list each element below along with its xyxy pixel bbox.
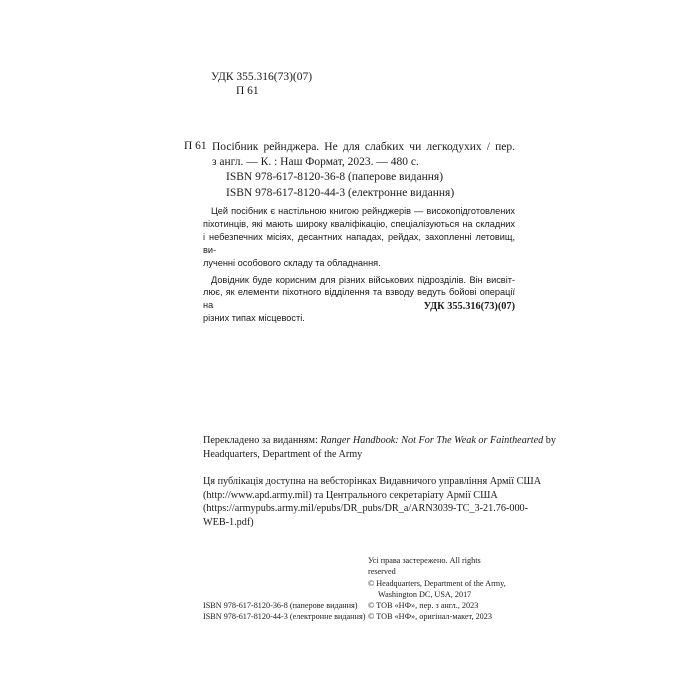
copyright-nf [368, 600, 492, 623]
bib-imprint-line: з англ. — К. : Наш Формат, 2023. — 480 с. [212, 156, 419, 169]
annotation-paragraph-1 [203, 205, 515, 270]
rights-line: Усі права застережено. All rights [368, 556, 481, 565]
availability-line: (https://armypubs.army.mil/epubs/DR_pubs/DR_a/ARN3039-TC_3-21.76-000- [203, 503, 529, 514]
bibliographic-record [212, 140, 515, 201]
annotation-line: і небезпечних місіях, десантних нападах, рейдах, захопленні летовищ, ви- [203, 231, 515, 255]
translation-source [203, 434, 556, 461]
author-index-top: П 61 [236, 85, 259, 97]
isbn-print-line: ISBN 978-617-8120-36-8 (паперове видання) [226, 171, 444, 184]
isbn-electronic: ISBN 978-617-8120-44-3 (електронне видання) [203, 612, 366, 622]
availability-note [203, 475, 542, 529]
bib-title-line: Посібник рейнджера. Не для слабких чи легкодухих / пер. [212, 141, 515, 153]
isbn-electronic-line: ISBN 978-617-8120-44-3 (електронне видання) [226, 186, 455, 199]
translation-line-2: Headquarters, Department of the Army [203, 448, 363, 460]
udk-code-top: УДК 355.316(73)(07) [211, 71, 313, 83]
copyright-army: © Headquarters, Department of the Army, [368, 578, 506, 588]
annotation-line: Довідник буде корисним для різних військових підрозділів. Він висвіт- [211, 274, 515, 285]
annotation-paragraph-2 [203, 274, 515, 326]
copyright-layout: © ТОВ «НФ», оригінал-макет, 2023 [368, 612, 492, 622]
annotation-line: лученні особового складу та обладнання. [203, 257, 381, 268]
annotation-line: Цей посібник є настільною книгою рейнджерів — високопідготовлених [211, 206, 515, 216]
availability-line: (http://www.apd.army.mil) та Центрального секретаріату Армії США [203, 489, 498, 501]
author-index-left: П 61 [184, 140, 207, 152]
translation-suffix: by [543, 435, 556, 446]
annotation-line: піхотинців, які мають широку кваліфікацію, спеціалізуються на складних [203, 218, 515, 229]
rights-reserved [368, 555, 518, 601]
translation-prefix: Перекладено за виданням: [203, 435, 321, 446]
availability-line: WEB-1.pdf) [203, 516, 254, 528]
udk-code-right: УДК 355.316(73)(07) [423, 301, 515, 312]
copyright-translation: © ТОВ «НФ», пер. з англ., 2023 [368, 601, 479, 610]
availability-line: Ця публікація доступна на вебсторінках Видавничого управління Армії США [203, 476, 542, 487]
isbn-print: ISBN 978-617-8120-36-8 (паперове видання) [203, 601, 358, 610]
isbn-block-bottom [203, 600, 365, 623]
translation-line-1 [203, 434, 556, 448]
annotation-line: лює, як елементи піхотного відділення та взводу ведуть бойові операції на [203, 287, 515, 311]
original-title: Ranger Handbook: Not For The Weak or Fainthearted [320, 435, 544, 446]
rights-line: reserved [368, 567, 396, 577]
copyright-army-cont: Washington DC, USA, 2017 [378, 590, 472, 600]
annotation-line: різних типах місцевості. [203, 313, 305, 324]
